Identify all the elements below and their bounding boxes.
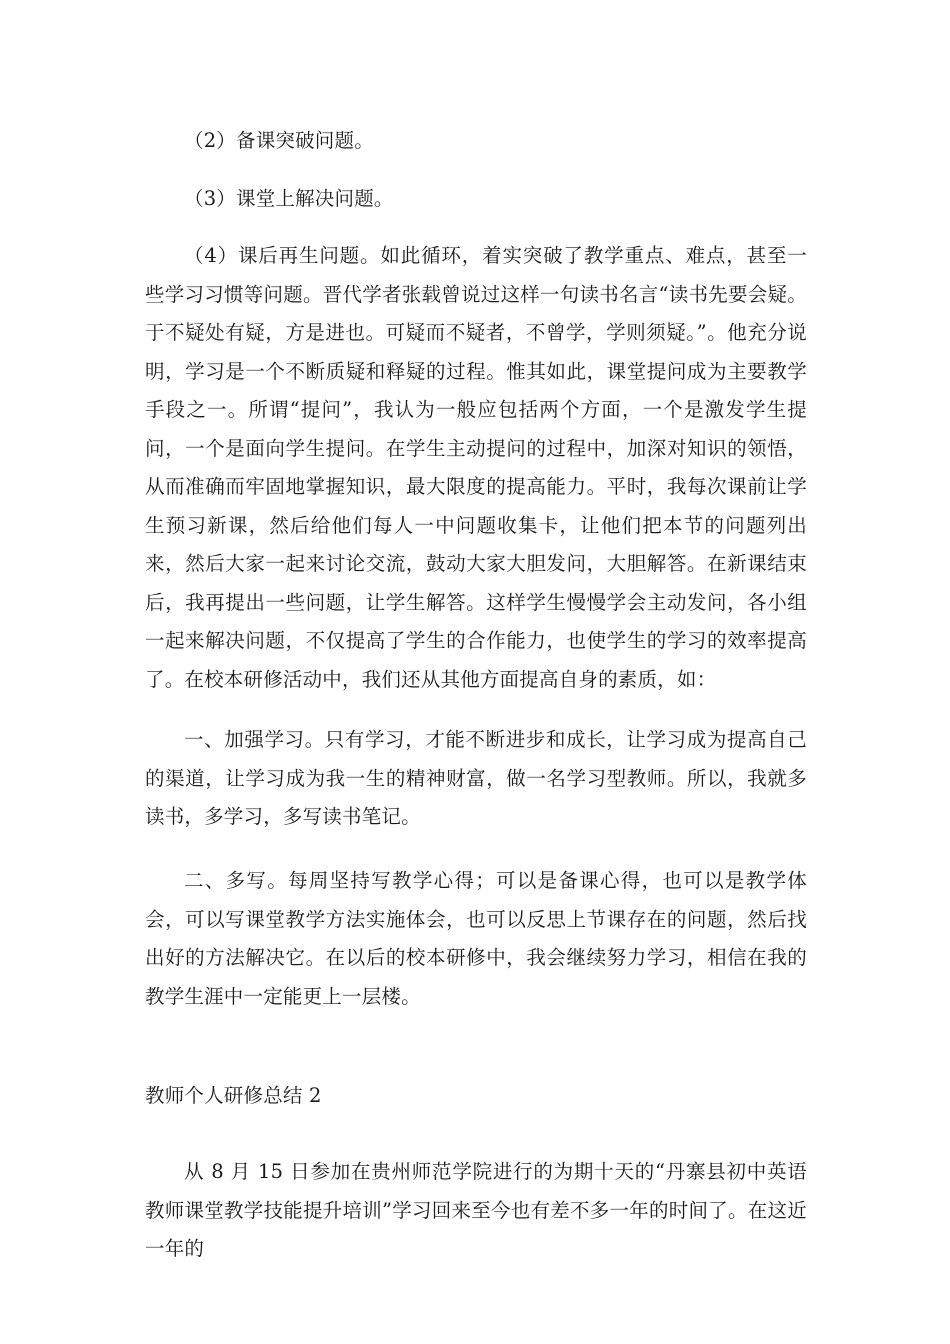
section-title: 教师个人研修总结 2 [145, 1084, 322, 1107]
paragraph-strengthen-learning: 一、加强学习。只有学习，才能不断进步和成长，让学习成为提高自己的渠道，让学习成为我一生的精神财富，做一名学习型教师。所以，我就多读书，多学习，多写读书笔记。 [145, 728, 807, 828]
paragraph-item-2: （2）备课突破问题。 [184, 129, 374, 152]
section-paragraph: 从 8 月 15 日参加在贵州师范学院进行的为期十天的“丹寨县初中英语教师课堂教学技能提升培训”学习回来至今也有差不多一年的时间了。在这近一年的 [145, 1160, 807, 1260]
paragraph-item-4: （4）课后再生问题。如此循环，着实突破了教学重点、难点，甚至一些学习习惯等问题。晋代学者张载曾说过这样一句读书名言“读书先要会疑。于不疑处有疑，方是进也。可疑而不疑者，不曾学，学则须疑。”。他充分说明，学习是一个不断质疑和释疑的过程。惟其如此，课堂提问成为主要教学手段之一。所谓“提问”，我认为一般应包括两个方面，一个是激发学生提问，一个是面向学生提问。在学生主动提问的过程中，加深对知识的领悟，从而准确而牢固地掌握知识，最大限度的提高能力。平时，我每次课前让学生预习新课，然后给他们每人一中问题收集卡，让他们把本节的问题列出来，然后大家一起来讨论交流，鼓动大家大胆发问，大胆解答。在新课结束后，我再提出一些问题，让学生解答。这样学生慢慢学会主动发问，各小组一起来解决问题，不仅提高了学生的合作能力，也使学生的学习的效率提高了。在校本研修活动中，我们还从其他方面提高自身的素质，如： [145, 244, 807, 691]
paragraph-item-3: （3）课堂上解决问题。 [184, 187, 394, 210]
paragraph-write-more: 二、多写。每周坚持写教学心得；可以是备课心得，也可以是教学体会，可以写课堂教学方法实施体会，也可以反思上节课存在的问题，然后找出好的方法解决它。在以后的校本研修中，我会继续努力学习，相信在我的教学生涯中一定能更上一层楼。 [145, 869, 807, 1008]
